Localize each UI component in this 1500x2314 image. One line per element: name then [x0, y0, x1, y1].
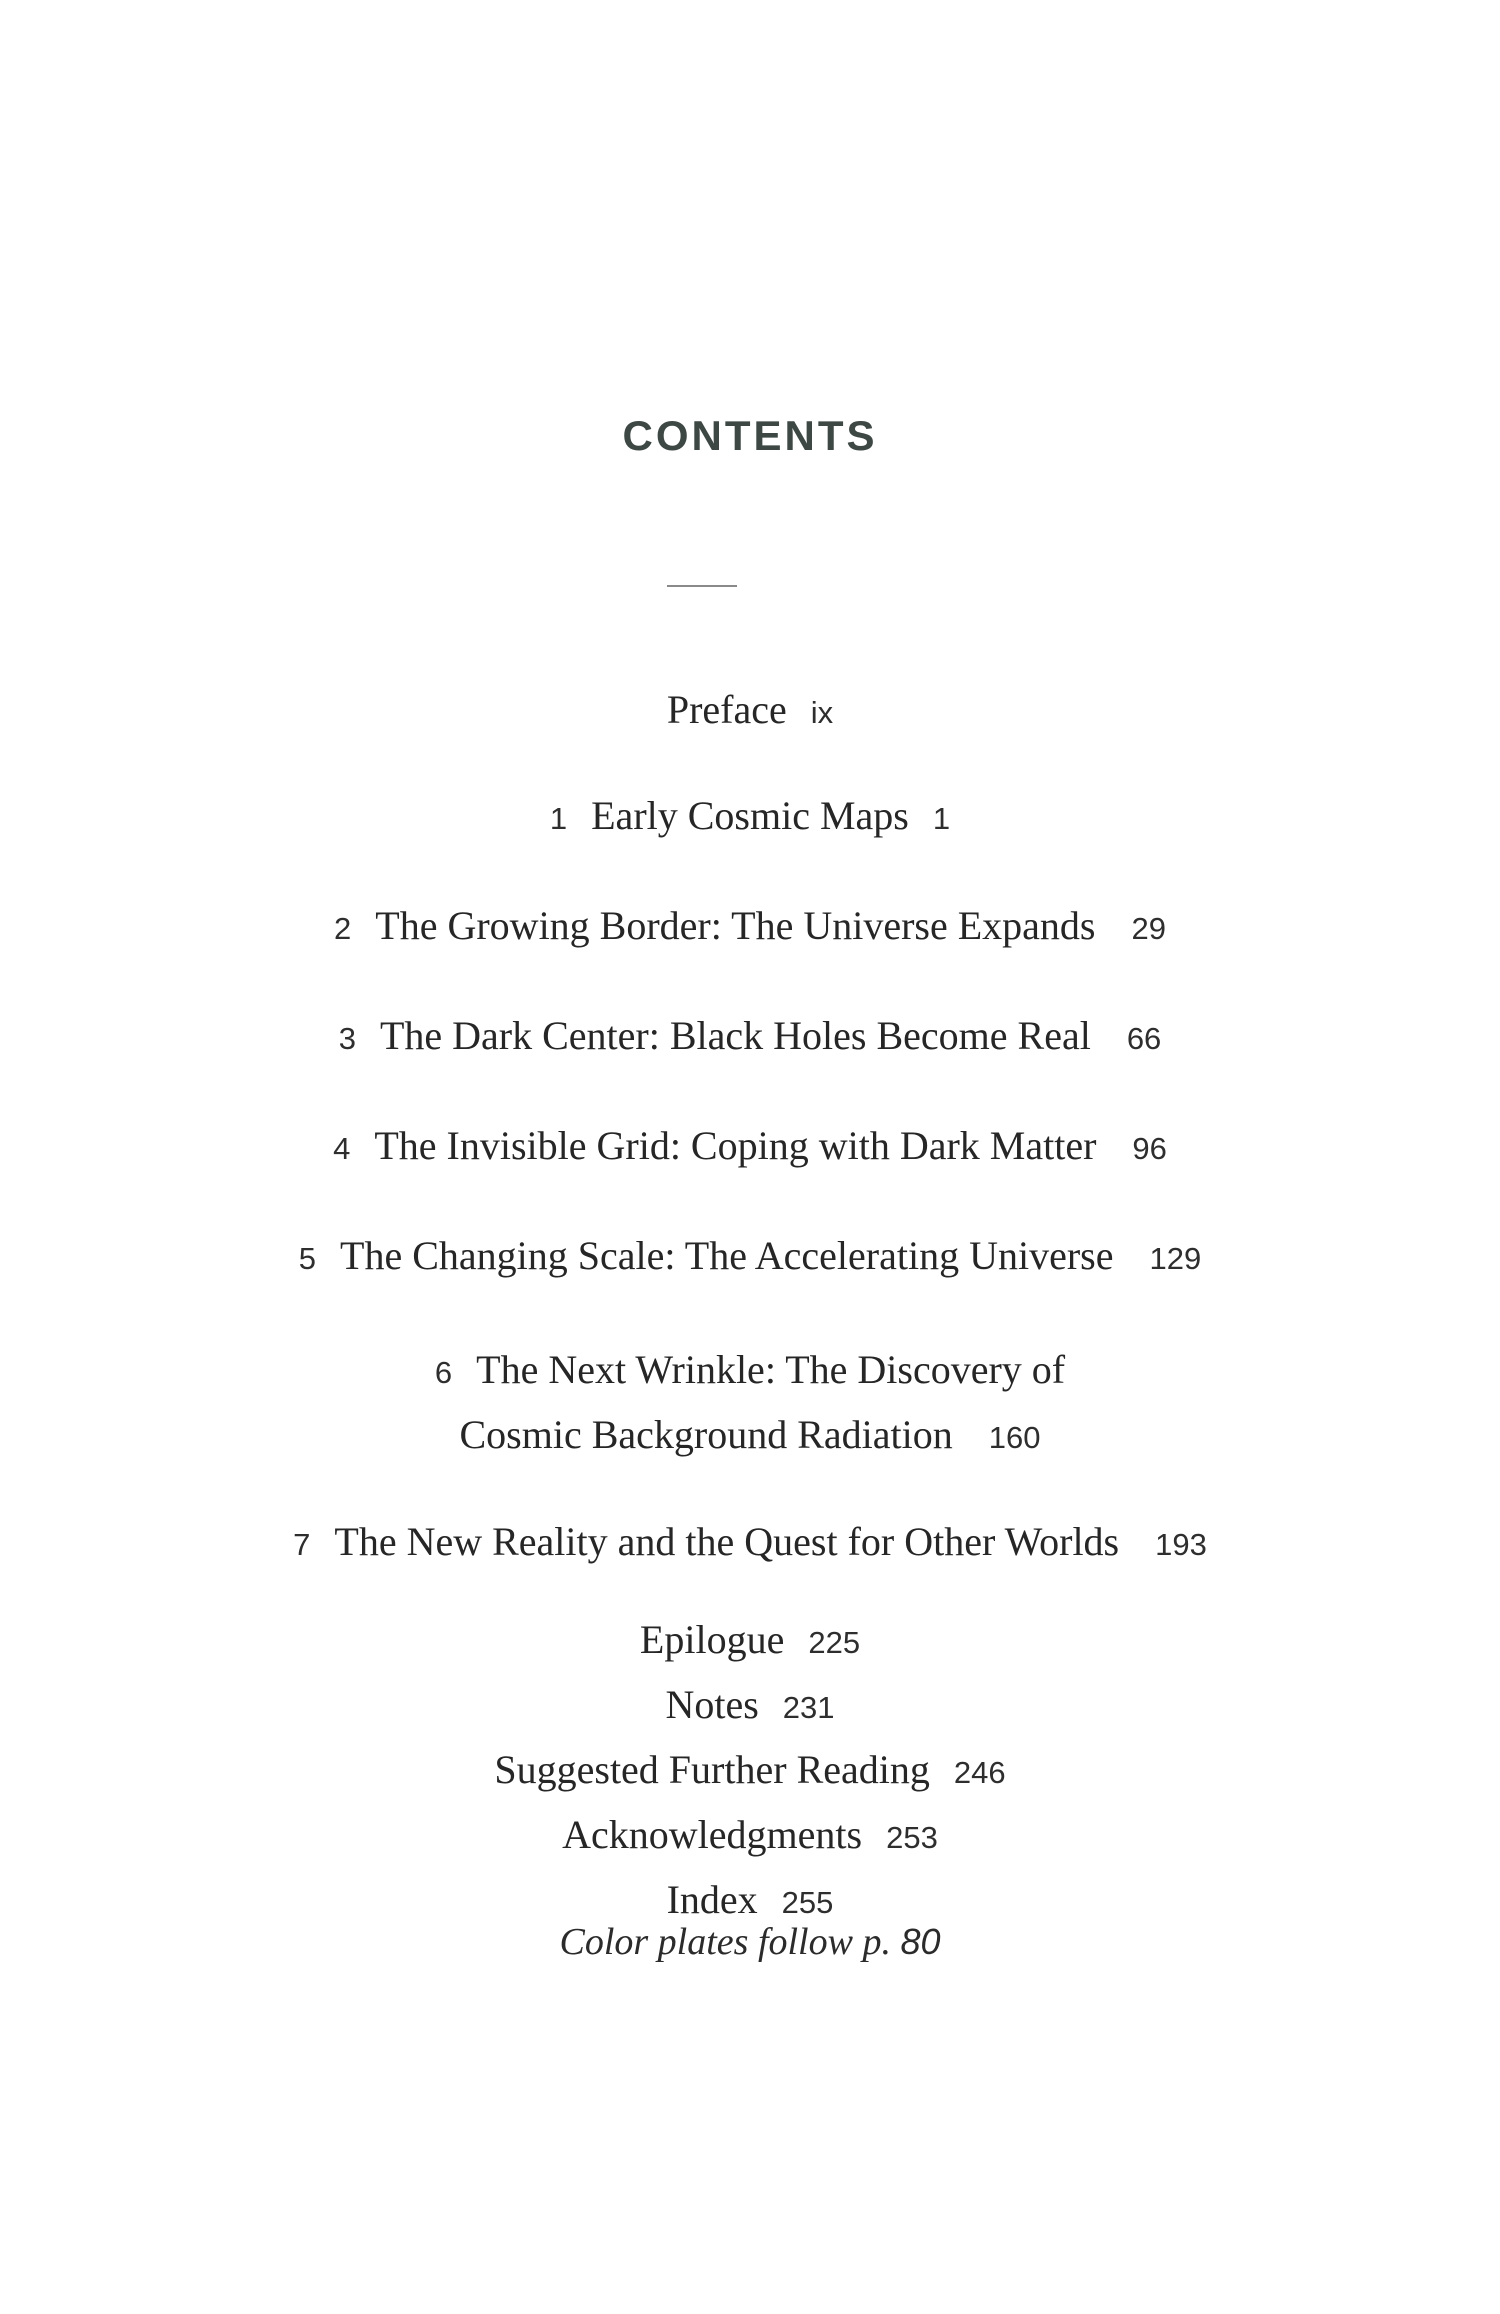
- chapter-page: 1: [932, 801, 951, 836]
- entry-title: Notes: [665, 1682, 759, 1727]
- entry-page: ix: [810, 695, 834, 730]
- chapter-page: 193: [1155, 1527, 1207, 1562]
- chapter-title-line-1: The Next Wrinkle: The Discovery of: [476, 1347, 1066, 1392]
- entry-title: Index: [666, 1877, 758, 1922]
- chapter-page: 29: [1131, 911, 1166, 946]
- back-matter-list: [0, 1612, 1500, 1937]
- entry-title: Preface: [666, 687, 787, 732]
- chapter-title: Early Cosmic Maps: [591, 793, 909, 838]
- toc-entry-chapter-6: [0, 1342, 1500, 1472]
- entry-page: 253: [886, 1820, 938, 1855]
- title-rule: [667, 585, 737, 587]
- toc-entry-chapter-2: [0, 903, 1500, 948]
- chapter-title: The Dark Center: Black Holes Become Real: [379, 1013, 1091, 1058]
- toc-entry-acknowledgments: [0, 1807, 1500, 1872]
- chapter-number: 7: [293, 1527, 311, 1562]
- toc-entry-epilogue: [0, 1612, 1500, 1677]
- toc-entry-preface: [0, 687, 1500, 732]
- chapter-page: 66: [1126, 1021, 1162, 1056]
- entry-title: Epilogue: [639, 1617, 785, 1662]
- note-text: Color plates follow p.: [559, 1921, 891, 1963]
- toc-entry-chapter-3: [0, 1013, 1500, 1058]
- entry-page: 255: [781, 1885, 834, 1920]
- toc-entry-chapter-4: [0, 1123, 1500, 1168]
- entry-page: 231: [782, 1690, 835, 1725]
- chapter-number: 4: [333, 1131, 351, 1166]
- chapter-number: 2: [334, 911, 352, 946]
- chapter-number: 3: [338, 1021, 356, 1056]
- note-page: 80: [900, 1921, 941, 1962]
- chapter-number: 1: [549, 801, 568, 836]
- chapter-title: The Changing Scale: The Accelerating Universe: [340, 1233, 1114, 1278]
- chapter-page: 160: [988, 1420, 1041, 1455]
- entry-page: 246: [953, 1755, 1006, 1790]
- color-plates-note: [0, 1920, 1500, 1964]
- page-title: CONTENTS: [622, 412, 878, 459]
- toc-entry-notes: [0, 1677, 1500, 1742]
- chapter-number: 5: [298, 1241, 317, 1276]
- entry-page: 225: [808, 1625, 861, 1660]
- entry-title: Acknowledgments: [562, 1812, 863, 1857]
- toc-entry-chapter-7: [0, 1519, 1500, 1564]
- chapter-title: The Growing Border: The Universe Expands: [375, 903, 1096, 948]
- toc-entry-chapter-5: [0, 1233, 1500, 1278]
- chapter-page: 129: [1149, 1241, 1202, 1276]
- chapter-title: The New Reality and the Quest for Other Worlds: [334, 1519, 1120, 1564]
- toc-entry-chapter-1: [0, 793, 1500, 838]
- chapter-page: 96: [1132, 1131, 1167, 1166]
- chapter-number: 6: [434, 1355, 453, 1390]
- chapter-title: The Invisible Grid: Coping with Dark Matter: [374, 1123, 1097, 1168]
- toc-entry-further-reading: [0, 1742, 1500, 1807]
- entry-title: Suggested Further Reading: [494, 1747, 930, 1792]
- chapter-title-line-2: Cosmic Background Radiation: [459, 1412, 953, 1457]
